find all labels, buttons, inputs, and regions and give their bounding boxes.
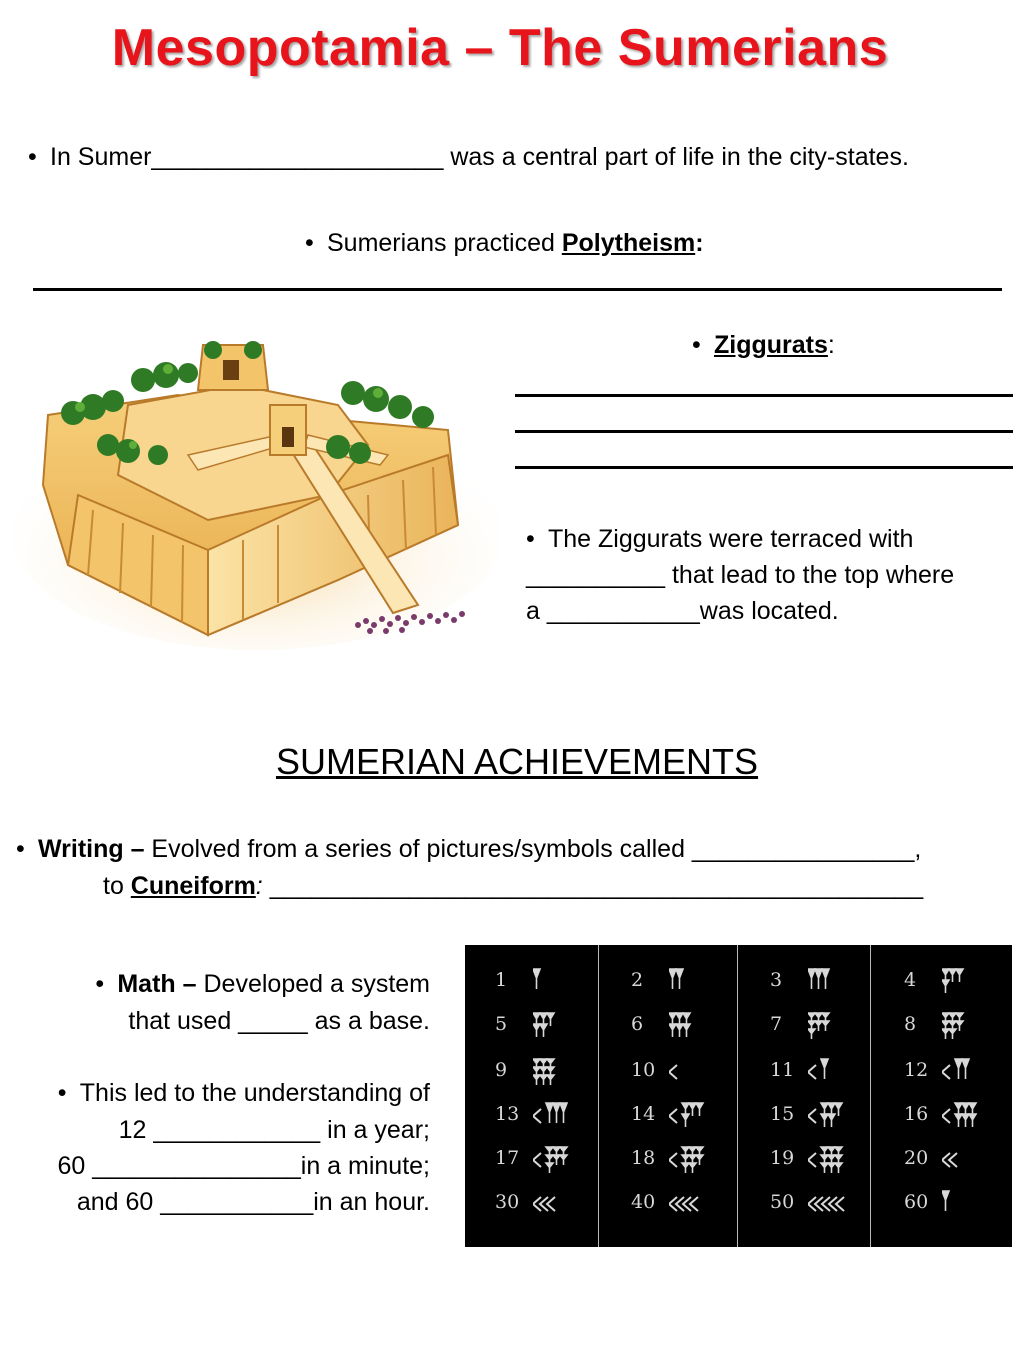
numeral-value: 40 xyxy=(631,1191,656,1213)
cuneiform-glyph-15 xyxy=(808,1099,868,1133)
polytheism-prefix: Sumerians practiced xyxy=(327,229,562,257)
numeral-value: 9 xyxy=(495,1059,508,1081)
numeral-cell-11 xyxy=(770,1053,890,1093)
ziggurats-answer-line-2 xyxy=(515,430,1013,433)
numeral-cell-1 xyxy=(495,963,615,1003)
bullet-dot: • xyxy=(692,331,701,359)
cuneiform-glyph-60 xyxy=(942,1187,1002,1221)
ziggurats-term: Ziggurats xyxy=(714,331,828,359)
cuneiform-glyph-12 xyxy=(942,1055,1002,1089)
cuneiform-term: Cuneiform xyxy=(130,872,256,900)
numeral-cell-13 xyxy=(495,1097,615,1137)
cuneiform-glyph-3 xyxy=(808,965,868,999)
polytheism-colon: : xyxy=(695,229,704,257)
ziggurats-answer-line-3 xyxy=(515,466,1013,469)
numeral-value: 60 xyxy=(904,1191,929,1213)
numeral-value: 15 xyxy=(770,1103,795,1125)
ziggurat-illustration xyxy=(8,335,498,650)
terraced-bullet xyxy=(526,521,913,557)
numeral-cell-4 xyxy=(904,963,1024,1003)
numeral-value: 6 xyxy=(631,1013,644,1035)
numeral-cell-6 xyxy=(631,1007,751,1047)
cuneiform-glyph-19 xyxy=(808,1143,868,1177)
numeral-cell-12 xyxy=(904,1053,1024,1093)
numeral-value: 16 xyxy=(904,1103,929,1125)
writing-text: Evolved from a series of pictures/symbols called ________________, xyxy=(144,835,922,863)
writing-line2-prefix: to xyxy=(103,872,131,900)
numeral-cell-60 xyxy=(904,1185,1024,1225)
math-text: Developed a system xyxy=(196,970,430,998)
numeral-value: 1 xyxy=(495,969,508,991)
numeral-cell-17 xyxy=(495,1141,615,1181)
cuneiform-glyph-40 xyxy=(669,1187,729,1221)
bullet-dot: • xyxy=(95,970,105,998)
math-bullet xyxy=(0,966,430,1002)
cuneiform-glyph-6 xyxy=(669,1009,729,1043)
numeral-cell-18 xyxy=(631,1141,751,1181)
polytheism-term: Polytheism xyxy=(561,229,696,257)
cuneiform-glyph-5 xyxy=(533,1009,593,1043)
cuneiform-glyph-16 xyxy=(942,1099,1002,1133)
page-title: Mesopotamia – The Sumerians xyxy=(111,19,889,77)
numeral-cell-30 xyxy=(495,1185,615,1225)
ziggurats-answer-line-1 xyxy=(515,394,1013,397)
cuneiform-glyph-30 xyxy=(533,1187,593,1221)
numeral-value: 10 xyxy=(631,1059,656,1081)
cuneiform-glyph-2 xyxy=(669,965,729,999)
numeral-value: 50 xyxy=(770,1191,795,1213)
cuneiform-glyph-4 xyxy=(942,965,1002,999)
writing-label: Writing – xyxy=(38,835,145,863)
numeral-value: 7 xyxy=(770,1013,783,1035)
numeral-cell-14 xyxy=(631,1097,751,1137)
polytheism-bullet xyxy=(305,225,704,261)
bullet-dot: • xyxy=(57,1079,67,1107)
numeral-cell-3 xyxy=(770,963,890,1003)
numeral-value: 13 xyxy=(495,1103,520,1125)
writing-bullet xyxy=(16,831,921,867)
bullet-dot: • xyxy=(305,229,314,257)
led-line-4: and 60 ___________in an hour. xyxy=(76,1188,430,1216)
cuneiform-glyph-17 xyxy=(533,1143,593,1177)
cuneiform-glyph-13 xyxy=(533,1099,593,1133)
writing-line-2 xyxy=(103,868,923,904)
numeral-cell-50 xyxy=(770,1185,890,1225)
math-label: Math – xyxy=(117,970,197,998)
numeral-cell-7 xyxy=(770,1007,890,1047)
bullet-dot: • xyxy=(16,835,25,863)
cuneiform-glyph-7 xyxy=(808,1009,868,1043)
cuneiform-glyph-8 xyxy=(942,1009,1002,1043)
numeral-value: 19 xyxy=(770,1147,795,1169)
cuneiform-glyph-10 xyxy=(669,1055,729,1089)
numeral-cell-8 xyxy=(904,1007,1024,1047)
terraced-line-3: a ___________was located. xyxy=(526,597,839,625)
led-line-3: 60 _______________in a minute; xyxy=(57,1152,430,1180)
cuneiform-glyph-14 xyxy=(669,1099,729,1133)
numeral-cell-9 xyxy=(495,1053,615,1093)
numeral-value: 18 xyxy=(631,1147,656,1169)
numeral-value: 12 xyxy=(904,1059,929,1081)
cuneiform-glyph-1 xyxy=(533,965,593,999)
numeral-value: 2 xyxy=(631,969,644,991)
terraced-line-2: __________ that lead to the top where xyxy=(526,561,955,589)
numeral-value: 11 xyxy=(770,1059,795,1081)
led-line-1: This led to the understanding of xyxy=(79,1079,430,1107)
terraced-line-1: The Ziggurats were terraced with xyxy=(548,525,914,553)
bullet-dot: • xyxy=(526,525,535,553)
numeral-value: 8 xyxy=(904,1013,917,1035)
writing-line2-rest: _______________________________________________ xyxy=(262,872,924,900)
numeral-value: 30 xyxy=(495,1191,520,1213)
numeral-cell-16 xyxy=(904,1097,1024,1137)
ziggurats-bullet xyxy=(692,327,835,363)
ziggurats-colon: : xyxy=(827,331,835,359)
led-line-2: 12 ____________ in a year; xyxy=(118,1116,430,1144)
cuneiform-numbers-table xyxy=(465,945,1012,1247)
numeral-value: 14 xyxy=(631,1103,656,1125)
cuneiform-glyph-11 xyxy=(808,1055,868,1089)
sumer-text: In Sumer_____________________ was a central part of life in the city-states. xyxy=(50,143,909,171)
led-bullet xyxy=(0,1075,430,1111)
numeral-value: 17 xyxy=(495,1147,520,1169)
bullet-dot: • xyxy=(28,143,37,171)
numeral-value: 4 xyxy=(904,969,917,991)
numeral-cell-15 xyxy=(770,1097,890,1137)
cuneiform-glyph-18 xyxy=(669,1143,729,1177)
cuneiform-glyph-50 xyxy=(808,1187,868,1221)
numeral-cell-19 xyxy=(770,1141,890,1181)
numeral-cell-40 xyxy=(631,1185,751,1225)
numeral-value: 3 xyxy=(770,969,783,991)
achievements-heading: SUMERIAN ACHIEVEMENTS xyxy=(275,741,759,782)
numeral-cell-2 xyxy=(631,963,751,1003)
numeral-cell-20 xyxy=(904,1141,1024,1181)
numeral-value: 20 xyxy=(904,1147,929,1169)
numeral-value: 5 xyxy=(495,1013,508,1035)
numeral-cell-5 xyxy=(495,1007,615,1047)
cuneiform-glyph-20 xyxy=(942,1143,1002,1177)
polytheism-answer-line xyxy=(33,288,1002,291)
cuneiform-glyph-9 xyxy=(533,1055,593,1089)
math-line-2: that used _____ as a base. xyxy=(128,1007,430,1035)
numeral-cell-10 xyxy=(631,1053,751,1093)
sumer-bullet xyxy=(28,139,909,175)
cuneiform-colon: : xyxy=(255,872,263,900)
